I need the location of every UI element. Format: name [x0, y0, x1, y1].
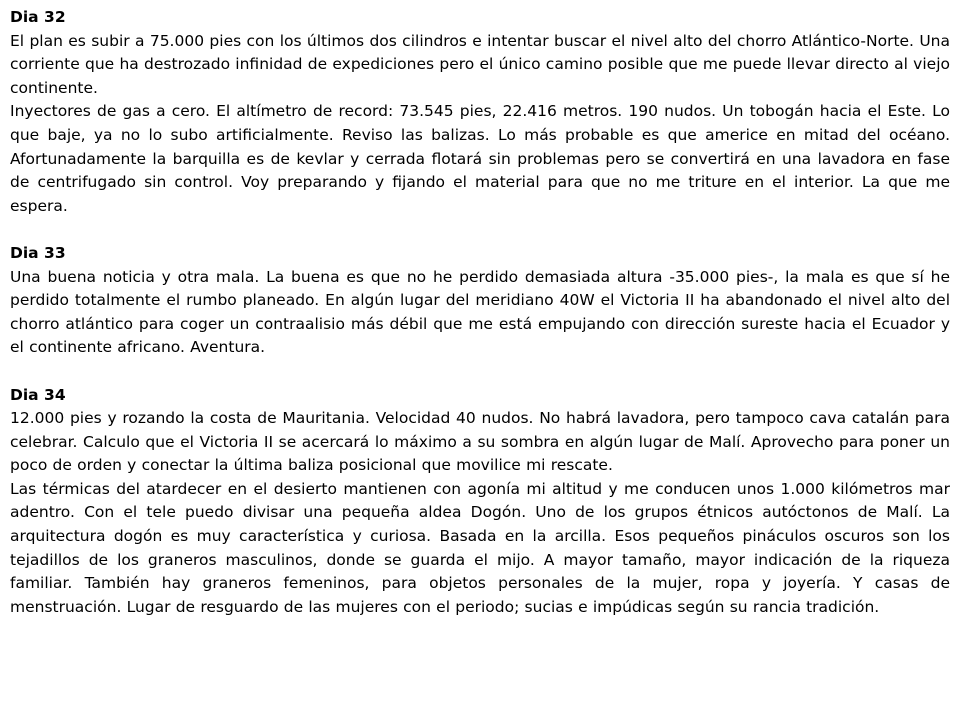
entry-paragraph: Una buena noticia y otra mala. La buena es que no he perdido demasiada altura -35.000 pies-, la mala es que sí he perdido totalmente el rumbo planeado. En algún lugar del meridiano 40W el Victoria II ha abandonado el nivel alto del chorro atlántico para coger un contraalisio más débil que me está empujando con dirección sureste hacia el Ecuador y el continente africano. Aventura. — [10, 267, 950, 357]
diary-entry-day-33 — [10, 242, 950, 360]
diary-entry-day-32 — [10, 6, 950, 218]
entry-title: Dia 33 — [10, 243, 66, 262]
entry-paragraph: Las térmicas del atardecer en el desierto mantienen con agonía mi altitud y me conducen unos 1.000 kilómetros mar adentro. Con el tele puedo divisar una pequeña aldea Dogón. Uno de los grupos étnicos autóctonos de Malí. La arquitectura dogón es muy característica y curiosa. Basada en la arcilla. Esos pequeños pináculos oscuros son los tejadillos de los graneros masculinos, donde se guarda el mijo. A mayor tamaño, mayor indicación de la riqueza familiar. También hay graneros femeninos, para objetos personales de la mujer, ropa y joyería. Y casas de menstruación. Lugar de resguardo de las mujeres con el periodo; sucias e impúdicas según su rancia tradición. — [10, 479, 950, 616]
entry-paragraph: 12.000 pies y rozando la costa de Mauritania. Velocidad 40 nudos. No habrá lavadora, pero tampoco cava catalán para celebrar. Calculo que el Victoria II se acercará lo máximo a su sombra en algún lugar de Malí. Aprovecho para poner un poco de orden y conectar la última baliza posicional que movilice mi rescate. — [10, 409, 950, 475]
entry-spacer — [10, 218, 950, 242]
entry-title: Dia 32 — [10, 8, 66, 26]
entry-paragraph: Inyectores de gas a cero. El altímetro de record: 73.545 pies, 22.416 metros. 190 nudos. Un tobogán hacia el Este. Lo que baje, ya no lo subo artificialmente. Reviso las balizas. Lo más probable es que americe en mitad del océano. Afortunadamente la barquilla es de kevlar y cerrada flotará sin problemas pero se convertirá en una lavadora en fase de centrifugado sin control. Voy preparando y fijando el material para que no me triture en el interior. La que me espera. — [10, 102, 950, 215]
entry-spacer — [10, 360, 950, 384]
entry-title: Dia 34 — [10, 385, 66, 404]
diary-entry-day-34 — [10, 384, 950, 620]
entry-paragraph: El plan es subir a 75.000 pies con los últimos dos cilindros e intentar buscar el nivel alto del chorro Atlántico-Norte. Una corriente que ha destrozado infinidad de expediciones pero el único camino posible que me puede llevar directo al viejo continente. — [10, 31, 950, 97]
